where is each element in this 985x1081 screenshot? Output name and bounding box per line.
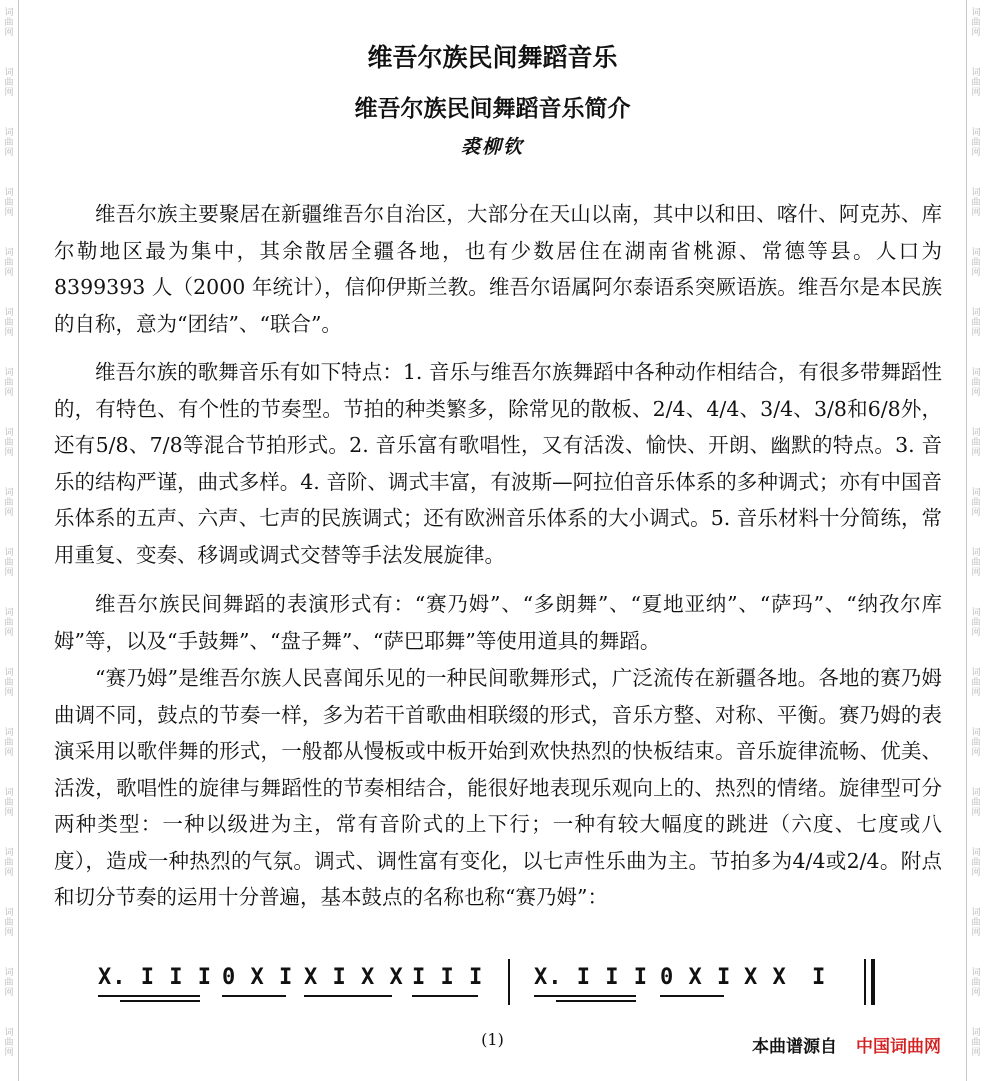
barline bbox=[508, 959, 510, 1005]
rhythm-group: 0 X I bbox=[222, 965, 294, 990]
watermark-text: 词曲网 bbox=[4, 608, 14, 638]
watermark-text: 词曲网 bbox=[971, 728, 981, 758]
rhythm-group: I I I bbox=[412, 965, 484, 990]
watermark-text: 词曲网 bbox=[4, 488, 14, 518]
rhythm-group: I bbox=[812, 965, 827, 990]
watermark-text: 词曲网 bbox=[971, 428, 981, 458]
watermark-text: 词曲网 bbox=[4, 68, 14, 98]
watermark-text: 词曲网 bbox=[4, 548, 14, 578]
rhythm-group: X. I I I bbox=[98, 965, 212, 990]
watermark-text: 词曲网 bbox=[971, 608, 981, 638]
source-site-link[interactable]: 中国词曲网 bbox=[856, 1037, 941, 1057]
watermark-text: 词曲网 bbox=[971, 788, 981, 818]
beam-line bbox=[660, 995, 724, 997]
watermark-text: 词曲网 bbox=[971, 128, 981, 158]
watermark-text: 词曲网 bbox=[971, 1028, 981, 1058]
watermark-text: 词曲网 bbox=[4, 188, 14, 218]
source-label: 本曲谱源自 bbox=[752, 1037, 837, 1057]
watermark-text: 词曲网 bbox=[4, 968, 14, 998]
watermark-text: 词曲网 bbox=[4, 668, 14, 698]
beam-line bbox=[412, 995, 478, 997]
watermark-text: 词曲网 bbox=[971, 548, 981, 578]
watermark-text: 词曲网 bbox=[4, 848, 14, 878]
page-number: (1) bbox=[481, 1030, 504, 1049]
watermark-text: 词曲网 bbox=[971, 848, 981, 878]
watermark-text: 词曲网 bbox=[971, 308, 981, 338]
watermark-text: 词曲网 bbox=[971, 368, 981, 398]
watermark-text: 词曲网 bbox=[4, 8, 14, 38]
watermark-text: 词曲网 bbox=[4, 1028, 14, 1058]
watermark-text: 词曲网 bbox=[4, 368, 14, 398]
paragraph-forms: 维吾尔族民间舞蹈的表演形式有：“赛乃姆”、“多朗舞”、“夏地亚纳”、“萨玛”、“纳孜尔库姆”等，以及“手鼓舞”、“盘子舞”、“萨巴耶舞”等使用道具的舞蹈。 bbox=[54, 592, 942, 653]
watermark-text: 词曲网 bbox=[971, 8, 981, 38]
rhythm-group: X. I I I bbox=[534, 965, 648, 990]
watermark-text: 词曲网 bbox=[4, 908, 14, 938]
paragraph-features: 维吾尔族的歌舞音乐有如下特点：1. 音乐与维吾尔族舞蹈中各种动作相结合，有很多带舞蹈性的，有特色、有个性的节奏型。节拍的种类繁多，除常见的散板、2/4、4/4、3/4、3/8和6/8外，还有5/8、7/8等混合节拍形式。2. 音乐富有歌唱性，又有活泼、愉快、开朗、幽默的特点。3. 音乐的结构严谨，曲式多样。4. 音阶、调式丰富，有波斯—阿拉伯音乐体系的多种调式；亦有中国音乐体系的五声、六声、七声的民族调式；还有欧洲音乐体系的大小调式。5. 音乐材料十分简练，常用重复、变奏、移调或调式交替等手法发展旋律。 bbox=[54, 360, 942, 567]
watermark-text: 词曲网 bbox=[4, 128, 14, 158]
watermark-text: 词曲网 bbox=[4, 728, 14, 758]
beam-line bbox=[98, 995, 200, 997]
watermark-text: 词曲网 bbox=[971, 188, 981, 218]
paragraph-overview: 维吾尔族主要聚居在新疆维吾尔自治区，大部分在天山以南，其中以和田、喀什、阿克苏、库尔勒地区最为集中，其余散居全疆各地，也有少数居住在湖南省桃源、常德等县。人口为 8399393 人（2000 年统计），信仰伊斯兰教。维吾尔语属阿尔泰语系突厥语族。维吾尔是本民族的自称，意为“团结”、“联合”。 bbox=[54, 202, 942, 336]
watermark-text: 词曲网 bbox=[971, 248, 981, 278]
final-barline-thin bbox=[864, 959, 866, 1005]
page-title: 维吾尔族民间舞蹈音乐 bbox=[367, 43, 618, 72]
beam-line bbox=[556, 1000, 636, 1002]
beam-line bbox=[222, 995, 286, 997]
paragraph-sainaimu: “赛乃姆”是维吾尔族人民喜闻乐见的一种民间歌舞形式，广泛流传在新疆各地。各地的赛乃姆曲调不同，鼓点的节奏一样，多为若干首歌曲相联缀的形式，音乐方整、对称、平衡。赛乃姆的表演采用以歌伴舞的形式，一般都从慢板或中板开始到欢快热烈的快板结束。音乐旋律流畅、优美、活泼，歌唱性的旋律与舞蹈性的节奏相结合，能很好地表现乐观向上的、热烈的情绪。旋律型可分两种类型：一种以级进为主，常有音阶式的上下行；一种有较大幅度的跳进（六度、七度或八度），造成一种热烈的气氛。调式、调性富有变化，以七声性乐曲为主。节拍多为4/4或2/4。附点和切分节奏的运用十分普遍，基本鼓点的名称也称“赛乃姆”： bbox=[54, 666, 942, 909]
watermark-text: 词曲网 bbox=[971, 68, 981, 98]
watermark-text: 词曲网 bbox=[4, 428, 14, 458]
beam-line bbox=[534, 995, 636, 997]
watermark-text: 词曲网 bbox=[971, 668, 981, 698]
rhythm-group: 0 X I bbox=[660, 965, 732, 990]
section-title: 维吾尔族民间舞蹈音乐简介 bbox=[354, 96, 631, 122]
rhythm-group: X I X X bbox=[304, 965, 404, 990]
watermark-text: 词曲网 bbox=[4, 788, 14, 818]
rhythm-group: X X bbox=[744, 965, 787, 990]
watermark-text: 词曲网 bbox=[971, 488, 981, 518]
author-name: 裘柳钦 bbox=[460, 136, 524, 158]
watermark-text: 词曲网 bbox=[4, 308, 14, 338]
beam-line bbox=[304, 995, 392, 997]
watermark-text: 词曲网 bbox=[971, 968, 981, 998]
beam-line bbox=[120, 1000, 200, 1002]
watermark-text: 词曲网 bbox=[4, 248, 14, 278]
final-barline-thick bbox=[871, 959, 875, 1005]
watermark-text: 词曲网 bbox=[971, 908, 981, 938]
drum-rhythm-notation bbox=[94, 955, 894, 1011]
